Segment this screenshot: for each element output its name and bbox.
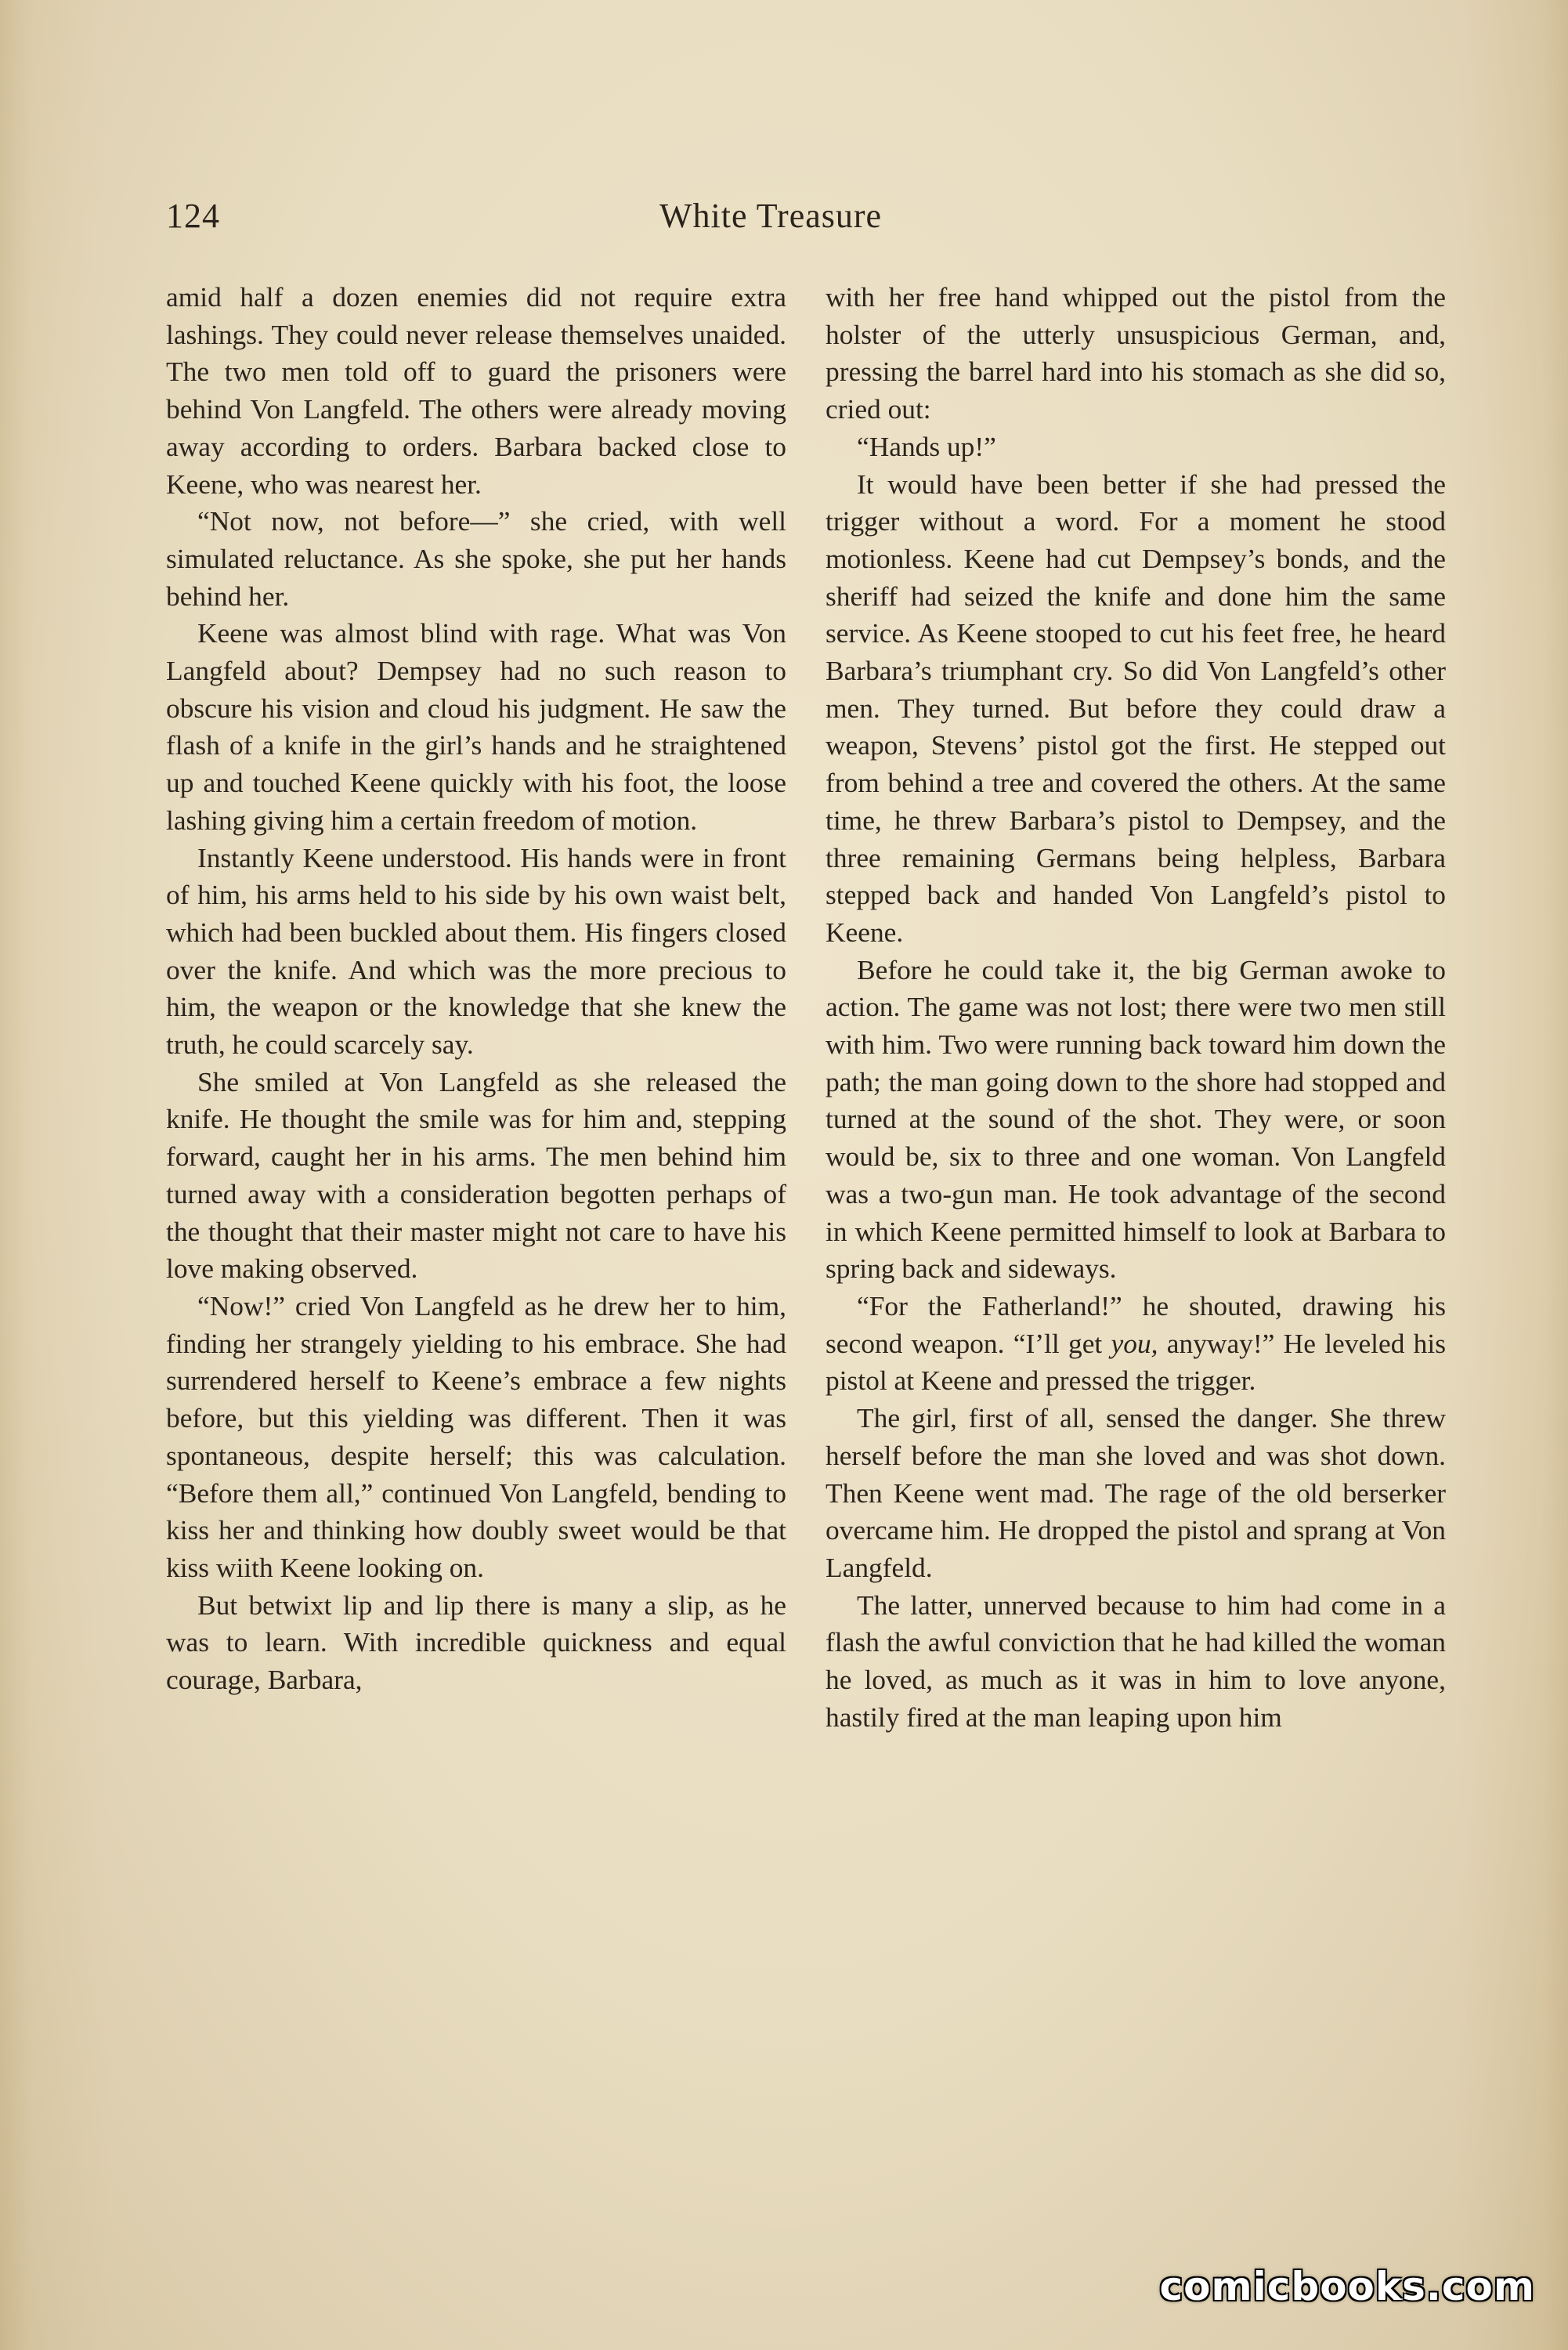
- paragraph: “Not now, not before—” she cried, with well simulated reluctance. As she spoke, she put her hands behind her.: [166, 505, 786, 612]
- page-number: 124: [166, 197, 220, 235]
- paragraph: amid half a dozen enemies did not require extra lashings. They could never release themselves unaided. The two men told off to guard the prisoners were behind Von Langfeld. The others were already moving away according to orders. Barbara backed close to Keene, who was nearest her.: [166, 281, 786, 500]
- paragraph: The girl, first of all, sensed the danger. She threw herself before the man she loved and was shot down. Then Keene went mad. The rage of the old berserker overcame him. He dropped the pistol and sprang at Von Langfeld.: [826, 1402, 1446, 1583]
- paragraph: She smiled at Von Langfeld as she released the knife. He thought the smile was for him and, stepping forward, caught her in his arms. The men behind him turned away with a consideration begotten perhaps of the thought that their master might not care to have his love making observed.: [166, 1065, 786, 1285]
- paragraph: The latter, unnerved because to him had come in a flash the awful conviction that he had killed the woman he loved, as much as it was in him to love anyone, hastily fired at the man leaping upon him: [826, 1589, 1446, 1733]
- paragraph: Instantly Keene understood. His hands were in front of him, his arms held to his side by his own waist belt, which had been buckled about them. His fingers closed over the knife. And which was the more precious to him, the weapon or the knowledge that she knew the truth, he could scarcely say.: [166, 841, 786, 1061]
- paragraph-text: “For the Fatherland!” he shouted, drawing his second weapon. “I’ll get: [826, 1289, 1446, 1359]
- paragraph-text: anyway!” He leveled his pistol at Keene and pressed the trigger.: [826, 1327, 1446, 1397]
- left-column: [166, 279, 786, 1699]
- paragraph: Keene was almost blind with rage. What was Von Langfeld about? Dempsey had no such reason to obscure his vision and cloud his judgment. He saw the flash of a knife in the girl’s hands and he straightened up and touched Keene quickly with his foot, the loose lashing giving him a certain freedom of motion.: [166, 617, 786, 836]
- page-header: [166, 196, 1435, 251]
- emphasized-word: you,: [1111, 1327, 1158, 1359]
- paragraph: Before he could take it, the big German awoke to action. The game was not lost; there were two men still with him. Two were running back toward him down the path; the man going down to the shore had stopped and turned at the sound of the shot. They were, or soon would be, six to three and one woman. Von Langfeld was a two-gun man. He took advantage of the second in which Keene permitted himself to look at Barbara to spring back and sideways.: [826, 953, 1446, 1285]
- paragraph: “Now!” cried Von Langfeld as he drew her to him, finding her strangely yielding to his embrace. She had surrendered herself to Keene’s embrace a few nights before, but this yielding was different. Then it was spontaneous, despite herself; this was calculation. “Before them all,” continued Von Langfeld, bending to kiss her and thinking how doubly sweet would be that kiss wiith Keene looking on.: [166, 1289, 786, 1583]
- paragraph: It would have been better if she had pressed the trigger without a word. For a moment he stood motionless. Keene had cut Dempsey’s bonds, and the sheriff had seized the knife and done him the same service. As Keene stooped to cut his feet free, he heard Barbara’s triumphant cry. So did Von Langfeld’s other men. They turned. But before they could draw a weapon, Stevens’ pistol got the first. He stepped out from behind a tree and covered the others. At the same time, he threw Barbara’s pistol to Dempsey, and the three remaining Germans being helpless, Barbara stepped back and handed Von Langfeld’s pistol to Keene.: [826, 468, 1446, 948]
- running-title: White Treasure: [659, 197, 883, 235]
- paragraph: But betwixt lip and lip there is many a slip, as he was to learn. With incredible quickness and equal courage, Barbara,: [166, 1589, 786, 1696]
- paragraph: “Hands up!”: [857, 430, 996, 462]
- paragraph: with her free hand whipped out the pistol from the holster of the utterly unsuspicious German, and, pressing the barrel hard into his stomach as she did so, cried out:: [826, 281, 1446, 425]
- right-column: [826, 279, 1446, 1736]
- paragraph: [826, 1288, 1446, 1400]
- site-watermark: comicbooks.com: [1159, 2264, 1535, 2309]
